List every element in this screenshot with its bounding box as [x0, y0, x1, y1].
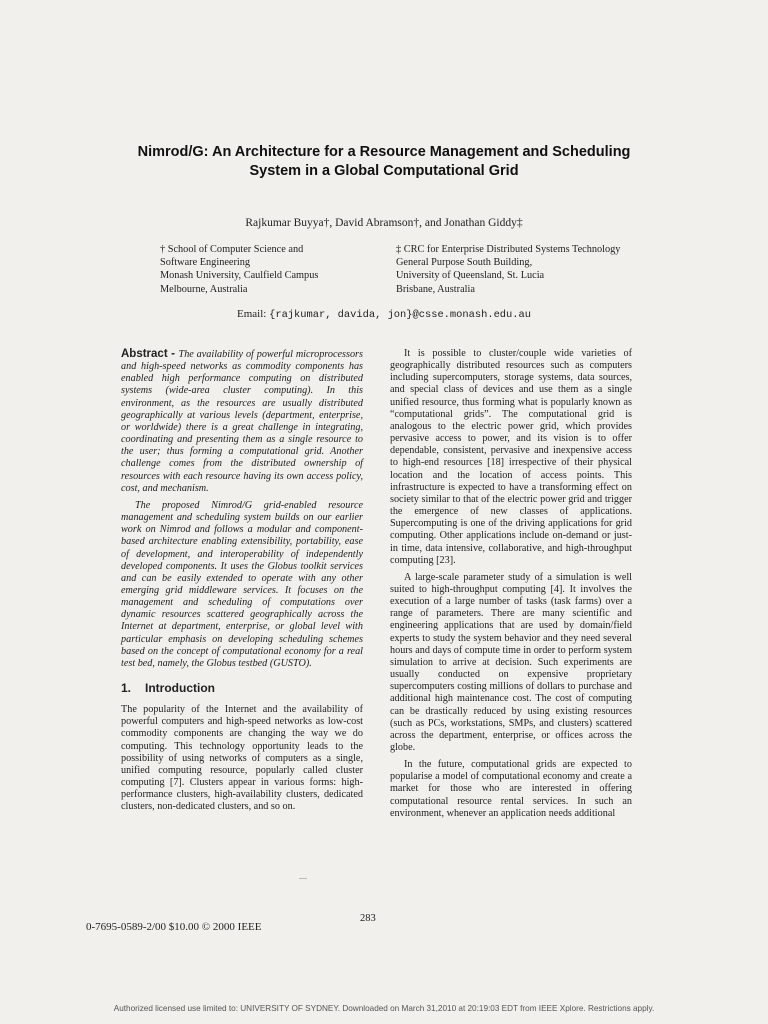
- paper-title-line-1: Nimrod/G: An Architecture for a Resource Management and Scheduling: [137, 144, 631, 160]
- section-title: Introduction: [145, 681, 215, 696]
- affiliation-line: Software Engineering: [160, 257, 251, 269]
- affiliation-line: Melbourne, Australia: [160, 283, 248, 295]
- body-paragraph: It is possible to cluster/couple wide varieties of geographically distributed resources such as computers including supercomputers, storage systems, data sources, and special class of devices and use them as a single unified resource, thus forming what is popularly known as “computational grids”. The computational grid is analogous to the electric power grid, which provides pervasive access to power, and its vision is to offer dependable, consistent, pervasive and inexpensive access to high-end resources [18] irrespective of their physical location and the location of access points. This infrastructure is expected to have a transforming effect on society similar to that of the electric power grid and trigger the emergence of new classes of applications. Supercomputing is one of the driving applications for grid computing. Other applications include on-demand or just-in time, data intensive, collaborative, and high-throughput computing [23].: [390, 348, 632, 566]
- section-number: 1.: [121, 681, 132, 696]
- affiliation-line: Monash University, Caulfield Campus: [160, 270, 319, 282]
- affiliation-monash: [160, 243, 318, 296]
- license-notice: Authorized licensed use limited to: UNIVERSITY OF SYDNEY. Downloaded on March 31,2010 at 20:19:03 EDT from IEEE Xplore. Restrictions apply.: [113, 1004, 655, 1013]
- email-line: [100, 308, 668, 321]
- abstract-dash: -: [167, 348, 179, 360]
- page-number: 283: [360, 913, 376, 924]
- right-column: [390, 348, 632, 820]
- email-label: Email:: [237, 308, 267, 320]
- publication-id: 0-7695-0589-2/00 $10.00 © 2000 IEEE: [86, 921, 262, 933]
- abstract-heading: Abstract: [121, 348, 168, 360]
- paper-title: [90, 143, 678, 181]
- introduction-paragraph: The popularity of the Internet and the availability of powerful computers and high-speed networks as low-cost commodity components are changing the way we do computing. This technology opportunity leads to the possibility of using networks of computers as a single, unified computing resource, popularly called cluster computing [7]. Clusters appear in various forms: high-performance clusters, high-availability clusters, dedicated clusters, non-dedicated clusters, and so on.: [121, 704, 363, 813]
- author-list: Rajkumar Buyya†, David Abramson†, and Jonathan Giddy‡: [245, 217, 523, 229]
- body-paragraph: In the future, computational grids are expected to popularise a model of computational economy and create a market for those who are interested in offering computational resource rental services. In such an environment, whenever an application needs additional: [390, 759, 632, 819]
- body-paragraph: A large-scale parameter study of a simulation is well suited to high-throughput computing [4]. It involves the execution of a large number of tasks (task farms) over a range of parameters. There are many scientific and engineering applications that are used by domain/field experts to study the system behavior and they need several hours and days of compute time in order to perform system simulation to arrive at decision. Such experiments are usually conducted on expensive proprietary supercomputers costing millions of dollars to purchase and additional high maintenance cost. The cost of computing can be drastically reduced by using existing resources (such as PCs, workstations, SMPs, and clusters) scattered across the department, enterprise, or offices across the globe.: [390, 571, 632, 753]
- email-address: {rajkumar, davida, jon}@csse.monash.edu.au: [269, 309, 531, 321]
- left-column: [121, 348, 363, 813]
- affiliation-crc: [396, 243, 620, 296]
- affiliation-line: † School of Computer Science and: [160, 244, 304, 255]
- section-heading-introduction: [121, 681, 363, 696]
- affiliation-line: General Purpose South Building,: [396, 257, 533, 269]
- paper-title-line-2: System in a Global Computational Grid: [249, 163, 519, 179]
- affiliation-line: ‡ CRC for Enterprise Distributed Systems Technology: [396, 244, 621, 255]
- abstract-paragraph-2: The proposed Nimrod/G grid-enabled resource management and scheduling system builds on our earlier work on Nimrod and follows a modular and component-based architecture enabling extensibility, portability, ease of development, and interoperability of independently developed components. It uses the Globus toolkit services and can be easily extended to operate with any other emerging grid middleware services. It focuses on the management and scheduling of computations over dynamic resources scattered geographically across the Internet at department, enterprise, or global level with particular emphasis on developing scheduling schemes based on the concept of computational economy for a real test bed, namely, the Globus testbed (GUSTO).: [121, 499, 363, 669]
- abstract-text: The availability of powerful microprocessors and high-speed networks as commodity components has enabled high performance computing on distributed systems (wide-area cluster computing). In this environment, as the resources are usually distributed geographically at various levels (department, enterprise, or worldwide) there is a great challenge in integrating, coordinating and presenting them as a single resource to the user; thus forming a computational grid. Another challenge comes from the distributed ownership of resources with each resource having its own access policy, cost, and mechanism.: [121, 349, 363, 494]
- affiliation-line: University of Queensland, St. Lucia: [396, 270, 545, 282]
- affiliation-line: Brisbane, Australia: [396, 283, 475, 295]
- footnote-separator: [299, 878, 307, 879]
- abstract-paragraph: [121, 348, 363, 495]
